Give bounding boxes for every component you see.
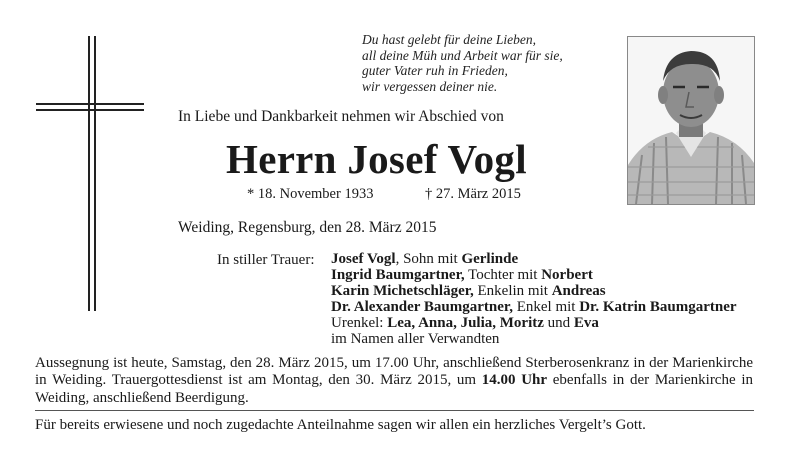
- place-date: Weiding, Regensburg, den 28. März 2015: [178, 219, 437, 236]
- death-date: † 27. März 2015: [425, 186, 521, 202]
- mourner-relation: Urenkel:: [331, 314, 388, 331]
- mourner-name: Eva: [573, 314, 599, 331]
- notice-time: 14.00 Uhr: [481, 372, 548, 389]
- poem-line: wir vergessen deiner nie.: [362, 78, 498, 94]
- mourner-row: [331, 300, 737, 316]
- thanks-text: Für bereits erwiesene und noch zugedachte Anteilnahme sagen wir allen ein herzliches Vergelt’s Gott.: [35, 417, 646, 433]
- birth-date: * 18. November 1933: [247, 186, 374, 202]
- intro-text: In Liebe und Dankbarkeit nehmen wir Abschied von: [178, 108, 504, 125]
- portrait-icon: [628, 37, 754, 204]
- divider: [35, 410, 754, 411]
- mourner-partner: Andreas: [551, 282, 606, 299]
- mourner-relation: Enkelin mit: [473, 282, 552, 299]
- mourner-relation: Tochter mit: [464, 266, 542, 283]
- mourner-name: Ingrid Baumgartner,: [331, 266, 465, 283]
- mourners-list: [331, 252, 737, 347]
- cross-line: [36, 103, 144, 105]
- cross-line: [36, 109, 144, 111]
- mourner-name: Dr. Alexander Baumgartner,: [331, 298, 513, 315]
- mourner-partner: Dr. Katrin Baumgartner: [579, 298, 737, 315]
- mourner-name: Karin Michetschläger,: [331, 282, 474, 299]
- poem-line: Du hast gelebt für deine Lieben,: [362, 32, 536, 47]
- cross-line: [88, 36, 90, 311]
- mourner-name: Josef Vogl: [331, 251, 396, 267]
- mourner-row: [331, 252, 737, 268]
- mourner-row: [331, 268, 737, 284]
- mourner-row: [331, 316, 737, 332]
- mourners-label: In stiller Trauer:: [217, 252, 315, 268]
- deceased-name: Herrn Josef Vogl: [226, 136, 527, 182]
- mourner-row: [331, 332, 737, 348]
- mourner-relation: , Sohn mit: [395, 251, 462, 267]
- poem-line: all deine Müh und Arbeit war für sie,: [362, 47, 563, 63]
- notice-text: ebenfalls in der Marienkirche in Weiding, anschließend Beerdigung.: [35, 372, 753, 406]
- service-notice: [35, 355, 753, 407]
- mourner-partner: Norbert: [541, 266, 593, 283]
- mourner-name: Lea, Anna, Julia, Moritz: [387, 314, 544, 331]
- portrait-photo: [627, 36, 755, 205]
- mourner-connector: und: [543, 314, 574, 331]
- poem-line: guter Vater ruh in Frieden,: [362, 63, 508, 78]
- mourner-partner: Gerlinde: [461, 251, 519, 267]
- poem: [362, 32, 563, 94]
- mourner-relation: Enkel mit: [512, 298, 580, 315]
- mourner-row: [331, 284, 737, 300]
- cross-line: [94, 36, 96, 311]
- notice-text: Aussegnung ist heute, Samstag, den 28. März 2015, um 17.00 Uhr, anschließend Sterberosenkranz in der Marienkirche in Weiding. Trauergottesdienst ist am Montag, den 30. März 2015, um: [35, 355, 753, 389]
- mourner-relation: im Namen aller Verwandten: [331, 330, 500, 347]
